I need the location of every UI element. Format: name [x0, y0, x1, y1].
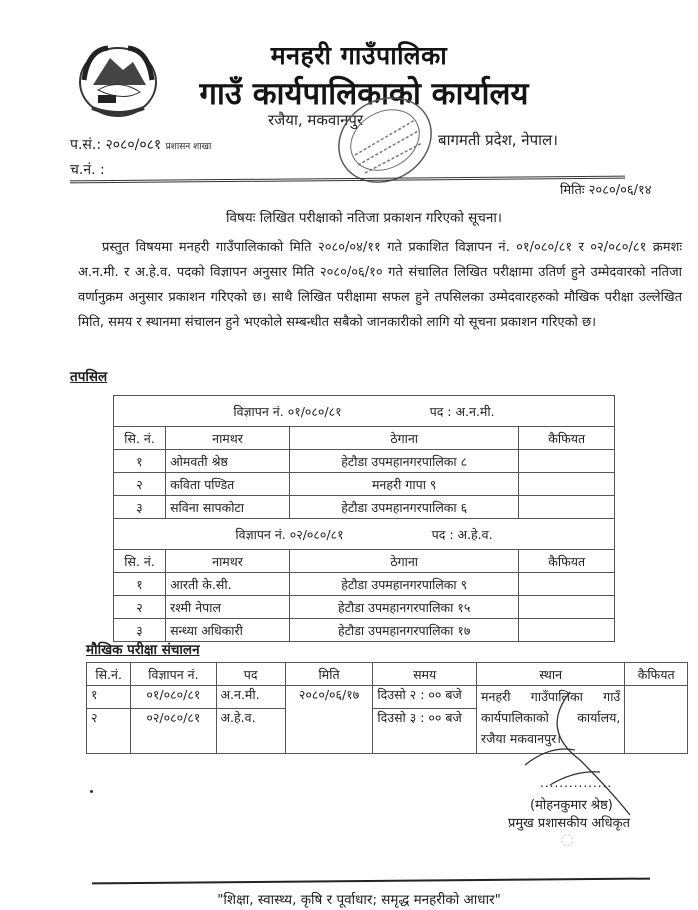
group-caption: [114, 396, 615, 427]
cell-sn: २: [114, 473, 166, 496]
header-post: पद: [216, 663, 285, 686]
table-header-row: [114, 550, 615, 573]
table-row: [114, 573, 615, 596]
header-address: ठेगाना: [289, 550, 519, 573]
cell-time: दिउसो ३ : ०० बजे: [373, 709, 477, 754]
signature-line: ...............: [540, 776, 613, 790]
cell-sn: २: [114, 596, 166, 619]
table-header-row: [114, 427, 615, 450]
header-name: नामथर: [166, 427, 290, 450]
footer-divider: [92, 878, 650, 885]
cell-address: हेटौडा उपमहानगरपालिका ६: [289, 496, 519, 519]
cell-sn: १: [114, 573, 166, 596]
header-remarks: कैफियत: [519, 550, 615, 573]
header-sn: सि. नं.: [114, 427, 166, 450]
letter-date: मितिः २०८०/०६/१४: [560, 183, 652, 198]
cell-sn: ३: [114, 619, 166, 642]
reference-number: [70, 135, 211, 154]
cell-address: हेटौडा उपमहानगरपालिका १५: [289, 596, 519, 619]
cell-ad-no: ०२/०८०/८१: [131, 709, 216, 754]
cell-address: हेटौडा उपमहानगरपालिका ९: [289, 573, 519, 596]
cell-name: सविना सापकोटा: [166, 496, 290, 519]
header-remarks: कैफियत: [625, 663, 688, 686]
cell-venue: मनहरी गाउँपालिका गाउँ कार्यपालिकाको कार्यालय, रजैया मकवानपुर।: [477, 686, 625, 754]
ref-branch: प्रशासन शाखा: [165, 142, 212, 152]
office-seal-icon: [330, 95, 440, 185]
cell-name: ओमवती श्रेष्ठ: [166, 450, 290, 473]
dispatch-number: च.नं. :: [70, 162, 105, 178]
cell-name: रश्मी नेपाल: [166, 596, 290, 619]
cell-name: कविता पण्डित: [166, 473, 290, 496]
cell-name: सन्ध्या अधिकारी: [166, 619, 290, 642]
header-time: समय: [373, 663, 477, 686]
post-name: पद : अ.न.मी.: [429, 403, 495, 419]
header-sn: सि. नं.: [114, 550, 166, 573]
header-venue: स्थान: [477, 663, 625, 686]
stray-mark: [90, 790, 93, 793]
ad-number: विज्ञापन नं. ०१/०८०/८१: [233, 403, 342, 419]
notice-subject: विषयः लिखित परीक्षाको नतिजा प्रकाशन गरिएको सूचना।: [226, 210, 502, 226]
post-name: पद : अ.हे.व.: [431, 526, 493, 542]
cell-remarks: [519, 473, 615, 496]
cell-remarks: [519, 496, 615, 519]
cell-name: आरती के.सी.: [166, 573, 290, 596]
cell-sn: १: [114, 450, 166, 473]
table-row: [114, 596, 615, 619]
table-row: [114, 473, 615, 496]
table-row: [114, 450, 615, 473]
header-sn: सि.नं.: [87, 663, 131, 686]
cell-remarks: [519, 450, 615, 473]
table-header-row: [87, 663, 688, 686]
cell-address: मनहरी गापा ९: [289, 473, 519, 496]
group-caption: [114, 519, 615, 550]
address-line1: रजैया, मकवानपुर: [268, 111, 364, 129]
header-remarks: कैफियत: [519, 427, 615, 450]
cell-post: अ.हे.व.: [216, 709, 285, 754]
cell-sn: २: [87, 709, 131, 754]
name-stamp-icon: ◌: [557, 828, 576, 850]
signatory-name: (मोहनकुमार श्रेष्ठ): [530, 798, 613, 813]
cell-date: २०८०/०६/१७: [285, 686, 373, 754]
header-ad-no: विज्ञापन नं.: [131, 663, 216, 686]
header-date: मिति: [285, 663, 373, 686]
cell-ad-no: ०१/०८०/८१: [131, 686, 216, 709]
office-name: गाउँ कार्यपालिकाको कार्यालय: [199, 76, 529, 112]
footer-motto: "शिक्षा, स्वास्थ्य, कृषि र पूर्वाधार; समृद्ध मनहरीको आधार": [217, 892, 501, 908]
header-address: ठेगाना: [289, 427, 519, 450]
ref-label: प.सं.: २०८०/०८१: [70, 137, 162, 153]
results-heading: तपसिल: [70, 369, 108, 385]
org-name: मनहरी गाउँपालिका: [270, 41, 448, 70]
cell-time: दिउसो २ : ०० बजे: [373, 686, 477, 709]
cell-sn: १: [87, 686, 131, 709]
notice-body: प्रस्तुत विषयमा मनहरी गाउँपालिकाको मिति २०८०/०४/११ गते प्रकाशित विज्ञापन नं. ०१/०८०/८१ र ०२/०८०/८१ क्रमशः अ.न.मी. र अ.हे.व. पदको विज्ञापन अनुसार मिति २०८०/०६/१० गते संचालित लिखित परीक्षामा उतिर्ण हुने उम्मेदवारको नतिजा वर्णानुक्रम अनुसार प्रकाशन गरिएको छ। साथै लिखित परीक्षामा सफल हुने तपसिलका उम्मेदवारहरुको मौखिक परीक्षा उल्लेखित मिति, समय र स्थानमा संचालन हुने भएकोले सम्बन्धीत सबैको जानकारीको लागि यो सूचना प्रकाशन गरिएको छ।: [78, 240, 682, 330]
cell-address: हेटौडा उपमहानगरपालिका १७: [289, 619, 519, 642]
signatory-title: प्रमुख प्रशासकीय अधिकृत: [508, 816, 631, 831]
ad-number: विज्ञापन नं. ०२/०८०/८१: [235, 526, 344, 542]
cell-remarks: [519, 596, 615, 619]
address-line2: बागमती प्रदेश, नेपाल।: [438, 131, 558, 149]
table-row: [114, 619, 615, 642]
cell-remarks: [519, 573, 615, 596]
cell-address: हेटौडा उपमहानगरपालिका ८: [289, 450, 519, 473]
table-row: [114, 496, 615, 519]
cell-post: अ.न.मी.: [216, 686, 285, 709]
results-table: [113, 395, 615, 642]
cell-sn: ३: [114, 496, 166, 519]
oral-exam-heading: मौखिक परीक्षा संचालन: [86, 642, 200, 658]
cell-remarks: [519, 619, 615, 642]
header-name: नामथर: [166, 550, 290, 573]
